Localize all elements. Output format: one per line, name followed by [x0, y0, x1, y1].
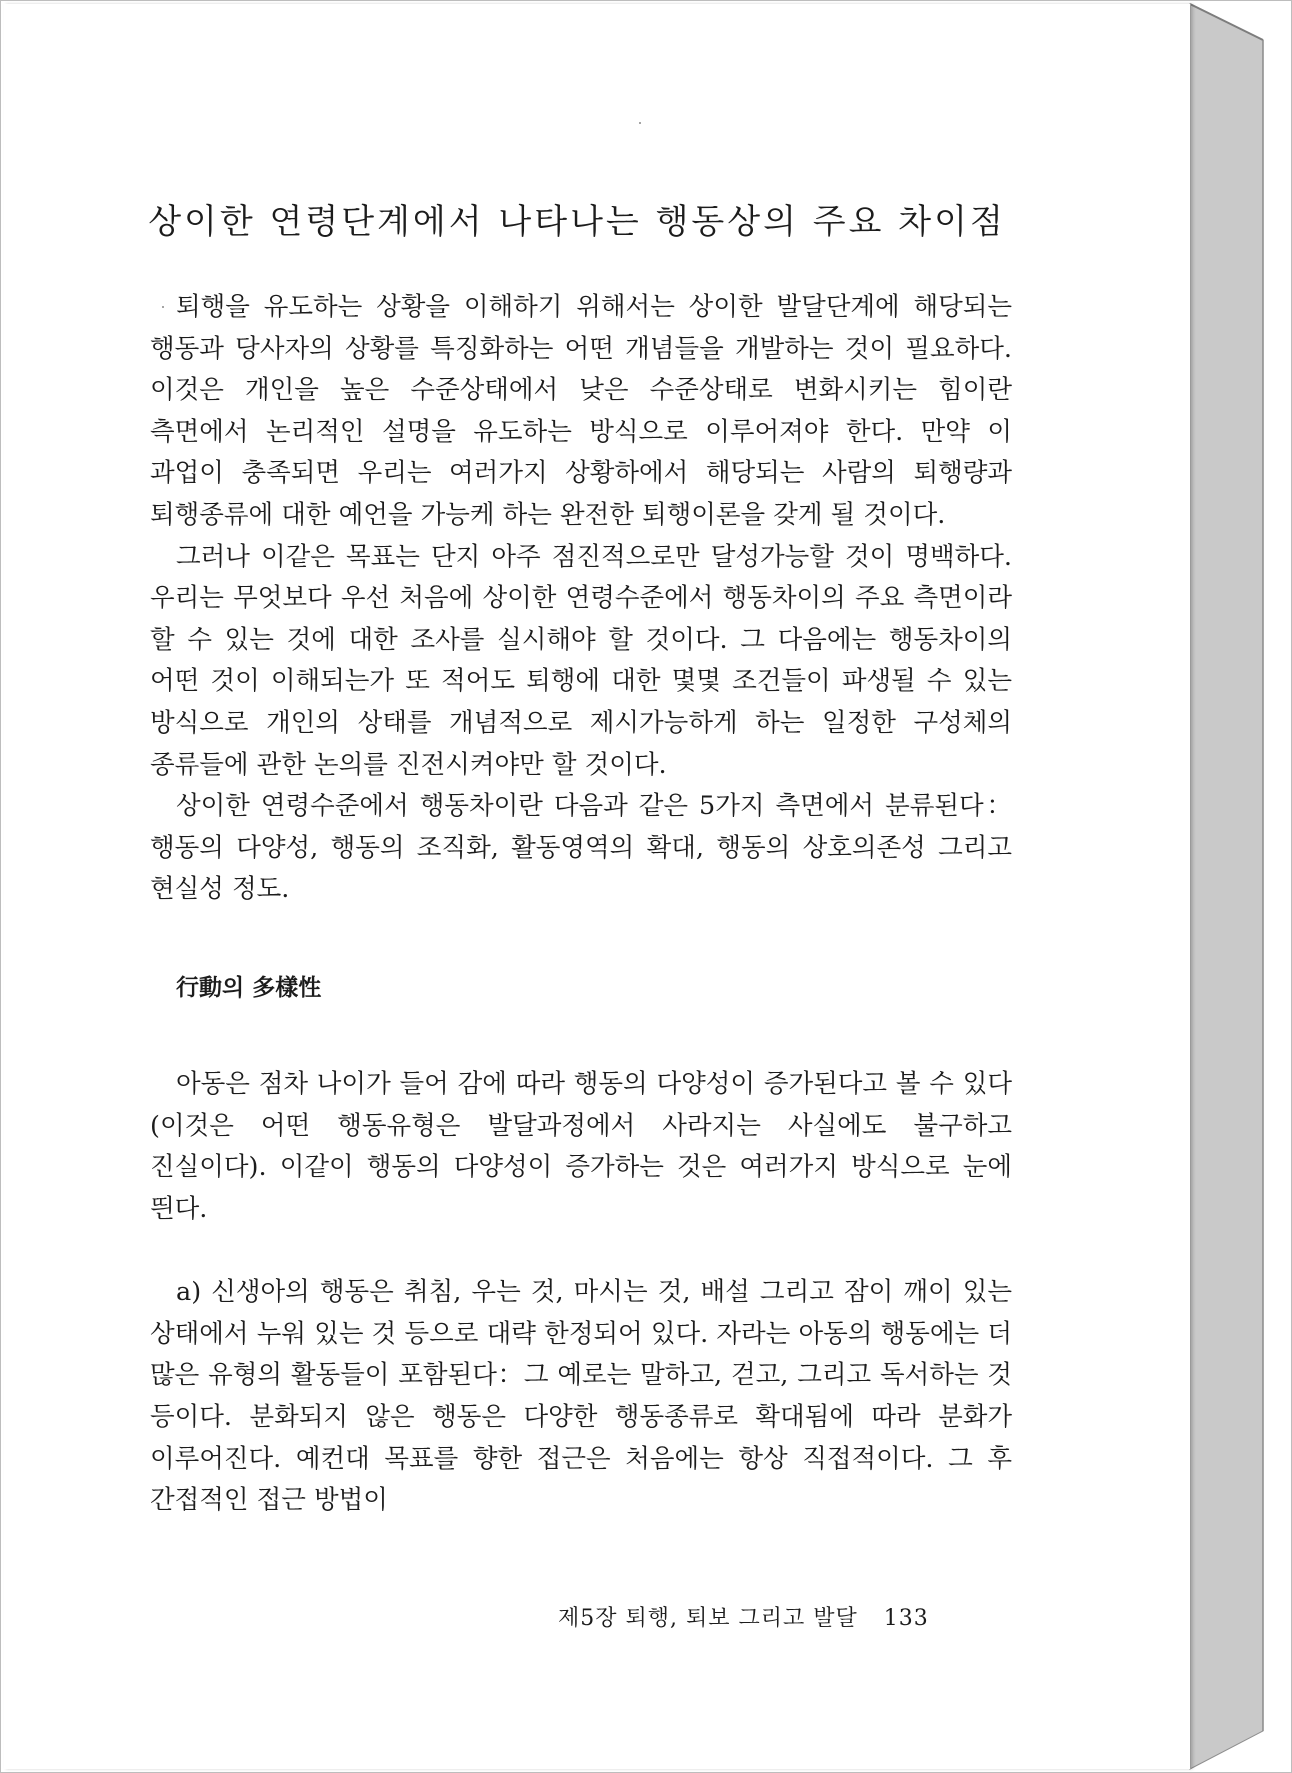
section-heading: 行動의 多樣性 — [176, 974, 322, 1001]
chapter-running-head: 제5장 퇴행, 퇴보 그리고 발달 — [558, 1606, 858, 1631]
section-paragraph: 아동은 점차 나이가 들어 감에 따라 행동의 다양성이 증가된다고 볼 수 있다(이것은 어떤 행동유형은 발달과정에서 사라지는 사실에도 불구하고 진실이다). 이같이 행동의 다양성이 증가하는 것은 여러가지 방식으로 눈에 띈다. — [150, 1068, 1012, 1224]
page-footer — [558, 1601, 929, 1632]
item-a-paragraph: a) 신생아의 행동은 취침, 우는 것, 마시는 것, 배설 그리고 잠이 깨이 있는 상태에서 누워 있는 것 등으로 대략 한정되어 있다. 자라는 아동의 행동에는 더 많은 유형의 활동들이 포함된다：그 예로는 말하고, 걷고, 그리고 독서하는 것 등이다. 분화되지 않은 행동은 다양한 행동종류로 확대됨에 따라 분화가 이루어진다. 예컨대 목표를 향한 접근은 처음에는 항상 직접적이다. 그 후 간접적인 접근 방법이 — [150, 1277, 1012, 1516]
intro-paragraph-2: 그러나 이같은 목표는 단지 아주 점진적으로만 달성가능할 것이 명백하다. 우리는 무엇보다 우선 처음에 상이한 연령수준에서 행동차이의 주요 측면이라 할 수 있는 것에 대한 조사를 실시해야 할 것이다. 그 다음에는 행동차이의 어떤 것이 이해되는가 또 적어도 퇴행에 대한 몇몇 조건들이 파생될 수 있는 방식으로 개인의 상태를 개념적으로 제시가능하게 하는 일정한 구성체의 종류들에 관한 논의를 진전시켜야만 할 것이다. — [150, 541, 1012, 780]
print-speck — [639, 122, 641, 124]
intro-paragraph-1: 퇴행을 유도하는 상황을 이해하기 위해서는 상이한 발달단계에 해당되는 행동과 당사자의 상황를 특징화하는 어떤 개념들을 개발하는 것이 필요하다. 이것은 개인을 높은 수준상태에서 낮은 수준상태로 변화시키는 힘이란 측면에서 논리적인 설명을 유도하는 방식으로 이루어져야 한다. 만약 이 과업이 충족되면 우리는 여러가지 상황하에서 해당되는 사람의 퇴행량과 퇴행종류에 대한 예언을 가능케 하는 완전한 퇴행이론을 갖게 될 것이다. — [150, 292, 1012, 530]
book-page — [4, 4, 1191, 1769]
paragraph-gap — [150, 1230, 1012, 1272]
page-content — [150, 194, 1012, 1522]
intro-paragraph-3: 상이한 연령수준에서 행동차이란 다음과 같은 5가지 측면에서 분류된다：행동의 다양성, 행동의 조직화, 활동영역의 확대, 행동의 상호의존성 그리고 현실성 정도. — [150, 791, 1012, 905]
page-number: 133 — [883, 1606, 929, 1631]
page-title: 상이한 연령단계에서 나타나는 행동상의 주요 차이점 — [148, 202, 1006, 242]
